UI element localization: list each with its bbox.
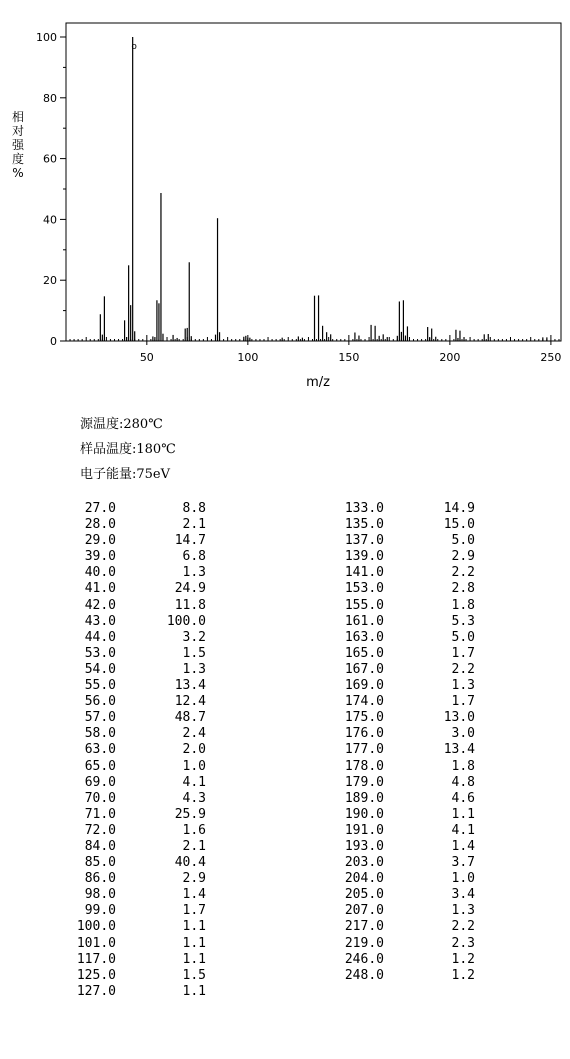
relative-abundance-value: 15.0 [443,517,475,533]
mz-value: 207.0 [344,903,384,919]
mz-value: 29.0 [84,533,116,549]
table-row [68,630,206,646]
mass-spectrum-chart [0,0,570,395]
relative-abundance-value: 5.0 [451,533,475,549]
peak-table-right [336,501,475,984]
mz-value: 54.0 [84,661,116,677]
y-tick-label: 100 [36,31,57,44]
y-tick-label: 20 [43,274,57,288]
relative-abundance-value: 2.0 [182,742,206,758]
y-axis-label-char: 相 [11,110,25,124]
mz-value: 246.0 [344,951,384,967]
relative-abundance-value: 1.3 [182,661,206,677]
mz-value: 57.0 [84,710,116,726]
relative-abundance-value: 1.2 [451,951,475,967]
relative-abundance-value: 100.0 [166,613,206,629]
table-row [336,710,475,726]
table-row [68,678,206,694]
table-row [336,501,475,517]
relative-abundance-value: 1.1 [182,935,206,951]
relative-abundance-value: 1.4 [451,838,475,854]
relative-abundance-value: 1.5 [182,645,206,661]
table-row [68,694,206,710]
y-axis-label [12,109,25,180]
relative-abundance-value: 1.5 [182,967,206,983]
mz-value: 189.0 [344,790,384,806]
relative-abundance-value: 2.2 [451,919,475,935]
table-row [336,952,475,968]
relative-abundance-value: 1.1 [451,806,475,822]
relative-abundance-value: 1.3 [451,678,475,694]
mz-value: 85.0 [84,855,116,871]
table-row [336,823,475,839]
mz-value: 193.0 [344,838,384,854]
mz-value: 69.0 [84,774,116,790]
relative-abundance-value: 1.2 [451,967,475,983]
table-row [336,936,475,952]
mz-value: 28.0 [84,517,116,533]
mz-value: 84.0 [84,838,116,854]
mz-value: 99.0 [84,903,116,919]
mz-value: 43.0 [84,613,116,629]
mz-value: 53.0 [84,645,116,661]
x-tick-label: 150 [338,351,360,364]
mz-value: 127.0 [76,983,116,999]
relative-abundance-value: 2.1 [182,838,206,854]
peak-table-left [68,501,206,1000]
table-row [68,759,206,775]
table-row [336,871,475,887]
mz-value: 39.0 [84,549,116,565]
relative-abundance-value: 5.0 [451,629,475,645]
x-tick-label: 200 [439,351,461,364]
table-row [336,919,475,935]
table-row [68,839,206,855]
relative-abundance-value: 2.4 [182,726,206,742]
mz-value: 72.0 [84,822,116,838]
y-axis-label-char: 度 [11,152,25,166]
relative-abundance-value: 4.6 [451,790,475,806]
table-row [68,549,206,565]
relative-abundance-value: 1.1 [182,919,206,935]
relative-abundance-value: 3.0 [451,726,475,742]
relative-abundance-value: 2.2 [451,661,475,677]
table-row [336,662,475,678]
table-row [68,855,206,871]
mz-value: 139.0 [344,549,384,565]
table-row [68,662,206,678]
mz-value: 133.0 [344,501,384,516]
mz-value: 98.0 [84,887,116,903]
mz-value: 165.0 [344,645,384,661]
mz-value: 161.0 [344,613,384,629]
relative-abundance-value: 14.9 [443,501,475,516]
mz-value: 178.0 [344,758,384,774]
mz-value: 163.0 [344,629,384,645]
table-row [336,598,475,614]
table-row [68,775,206,791]
table-row [336,855,475,871]
mz-value: 219.0 [344,935,384,951]
relative-abundance-value: 2.9 [451,549,475,565]
table-row [336,791,475,807]
table-row [68,710,206,726]
base-peak-marker: o [131,42,137,52]
relative-abundance-value: 1.0 [451,871,475,887]
table-row [68,952,206,968]
table-row [336,775,475,791]
table-row [68,887,206,903]
mz-value: 42.0 [84,597,116,613]
electron-energy: 电子能量:75eV [80,467,171,482]
mz-value: 175.0 [344,710,384,726]
relative-abundance-value: 2.1 [182,517,206,533]
mz-value: 27.0 [84,501,116,516]
mz-value: 65.0 [84,758,116,774]
table-row [336,807,475,823]
table-row [336,630,475,646]
table-row [68,919,206,935]
table-row [336,887,475,903]
mz-value: 177.0 [344,742,384,758]
relative-abundance-value: 5.3 [451,613,475,629]
relative-abundance-value: 2.3 [451,935,475,951]
relative-abundance-value: 3.2 [182,629,206,645]
table-row [336,517,475,533]
table-row [68,871,206,887]
mz-value: 174.0 [344,694,384,710]
relative-abundance-value: 6.8 [182,549,206,565]
table-row [68,517,206,533]
table-row [336,614,475,630]
relative-abundance-value: 2.2 [451,565,475,581]
y-tick-label: 40 [43,213,57,227]
x-axis-label: m/z [306,375,330,390]
plot-area [66,23,561,341]
x-tick-label: 250 [540,351,562,364]
relative-abundance-value: 13.4 [174,678,206,694]
table-row [336,533,475,549]
relative-abundance-value: 25.9 [174,806,206,822]
relative-abundance-value: 4.8 [451,774,475,790]
mz-value: 44.0 [84,629,116,645]
table-row [68,598,206,614]
mz-value: 176.0 [344,726,384,742]
mz-value: 191.0 [344,822,384,838]
relative-abundance-value: 8.8 [182,501,206,516]
table-row [336,839,475,855]
table-row [336,646,475,662]
x-tick-label: 100 [237,351,259,364]
table-row [68,614,206,630]
mz-value: 205.0 [344,887,384,903]
relative-abundance-value: 13.0 [443,710,475,726]
relative-abundance-value: 24.9 [174,581,206,597]
table-row [68,903,206,919]
relative-abundance-value: 14.7 [174,533,206,549]
mz-value: 248.0 [344,967,384,983]
relative-abundance-value: 1.7 [182,903,206,919]
relative-abundance-value: 12.4 [174,694,206,710]
mz-value: 58.0 [84,726,116,742]
table-row [68,581,206,597]
table-row [336,565,475,581]
relative-abundance-value: 1.3 [182,565,206,581]
table-row [68,501,206,517]
source-temperature: 源温度:280℃ [80,417,163,432]
table-row [336,968,475,984]
mz-value: 40.0 [84,565,116,581]
relative-abundance-value: 4.1 [451,822,475,838]
relative-abundance-value: 4.3 [182,790,206,806]
relative-abundance-value: 1.1 [182,983,206,999]
table-row [336,903,475,919]
table-row [68,533,206,549]
relative-abundance-value: 1.8 [451,758,475,774]
x-tick-label: 50 [139,351,154,364]
mz-value: 55.0 [84,678,116,694]
table-row [336,549,475,565]
table-row [336,581,475,597]
mz-value: 125.0 [76,967,116,983]
relative-abundance-value: 11.8 [174,597,206,613]
mz-value: 71.0 [84,806,116,822]
mz-value: 137.0 [344,533,384,549]
mz-value: 63.0 [84,742,116,758]
table-row [68,742,206,758]
relative-abundance-value: 3.7 [451,855,475,871]
table-row [68,646,206,662]
table-row [68,807,206,823]
table-row [68,726,206,742]
table-row [336,678,475,694]
mz-value: 179.0 [344,774,384,790]
y-tick-label: 0 [50,335,57,348]
mz-value: 56.0 [84,694,116,710]
relative-abundance-value: 1.3 [451,903,475,919]
table-row [68,968,206,984]
table-row [336,759,475,775]
mz-value: 203.0 [344,855,384,871]
relative-abundance-value: 1.0 [182,758,206,774]
mz-value: 70.0 [84,790,116,806]
relative-abundance-value: 13.4 [443,742,475,758]
table-row [68,936,206,952]
relative-abundance-value: 4.1 [182,774,206,790]
table-row [68,984,206,1000]
mz-value: 169.0 [344,678,384,694]
relative-abundance-value: 2.9 [182,871,206,887]
mz-value: 141.0 [344,565,384,581]
y-axis-label-char: 对 [11,124,25,138]
y-tick-label: 80 [43,91,57,105]
mz-value: 155.0 [344,597,384,613]
mz-value: 41.0 [84,581,116,597]
table-row [68,823,206,839]
relative-abundance-value: 1.4 [182,887,206,903]
mz-value: 101.0 [76,935,116,951]
table-row [336,726,475,742]
y-axis-label-char: 强 [11,138,25,152]
mz-value: 190.0 [344,806,384,822]
relative-abundance-value: 1.8 [451,597,475,613]
y-tick-label: 60 [43,152,57,166]
mz-value: 117.0 [76,951,116,967]
relative-abundance-value: 40.4 [174,855,206,871]
mz-value: 135.0 [344,517,384,533]
mz-value: 100.0 [76,919,116,935]
mz-value: 204.0 [344,871,384,887]
table-row [68,791,206,807]
relative-abundance-value: 3.4 [451,887,475,903]
relative-abundance-value: 1.7 [451,645,475,661]
relative-abundance-value: 2.8 [451,581,475,597]
mz-value: 153.0 [344,581,384,597]
table-row [336,694,475,710]
table-row [68,565,206,581]
relative-abundance-value: 1.1 [182,951,206,967]
relative-abundance-value: 1.7 [451,694,475,710]
mz-value: 167.0 [344,661,384,677]
mz-value: 217.0 [344,919,384,935]
sample-temperature: 样品温度:180℃ [80,442,176,457]
table-row [336,742,475,758]
relative-abundance-value: 48.7 [174,710,206,726]
relative-abundance-value: 1.6 [182,822,206,838]
y-axis-label-char: % [12,166,24,180]
mz-value: 86.0 [84,871,116,887]
